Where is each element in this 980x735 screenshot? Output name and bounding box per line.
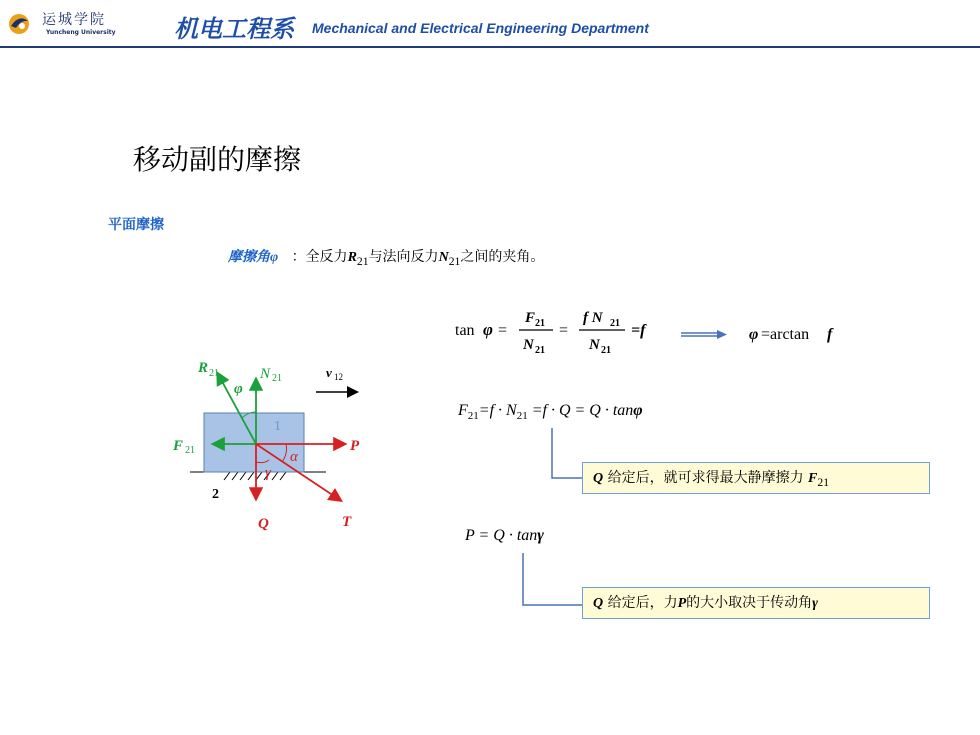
implies-arrow-icon — [717, 330, 727, 339]
department-name-chinese: 机电工程系 — [174, 15, 294, 43]
definition-colon: ： — [291, 249, 306, 265]
eq2-N-sub: 21 — [516, 410, 528, 423]
frac2-numerator-sub: 21 — [610, 318, 620, 329]
definition-N: N — [438, 250, 449, 265]
eq1-equals-2: = — [559, 322, 569, 339]
result-arctan: =arctan — [761, 326, 810, 343]
friction-force-sub: 21 — [185, 445, 195, 456]
slide-title: 移动副的摩擦 — [133, 143, 302, 176]
normal-force-label: N — [260, 366, 271, 382]
block-label: 1 — [274, 419, 281, 434]
friction-angle-definition — [228, 246, 544, 268]
equation-friction-force — [458, 402, 643, 422]
definition-R: R — [347, 250, 357, 265]
section-heading: 平面摩擦 — [108, 217, 164, 233]
normal-force-sub: 21 — [272, 373, 282, 384]
connector-note2 — [523, 553, 583, 605]
connector-lines — [515, 428, 590, 618]
frac1-denominator-sub: 21 — [535, 345, 545, 356]
eq2-F-sub: 21 — [467, 410, 479, 423]
definition-N-sub: 21 — [448, 254, 461, 268]
note2-gamma: γ — [812, 596, 818, 611]
Q-label: Q — [258, 516, 269, 532]
velocity-label: v — [326, 365, 332, 380]
ground-hatch — [224, 472, 286, 480]
note2-Q: Q — [593, 596, 604, 611]
note2-text1: 给定后，力 — [603, 595, 678, 611]
T-label: T — [342, 514, 352, 530]
equation-tan-phi — [455, 302, 855, 362]
result-phi: φ — [749, 326, 759, 343]
velocity-sub: 12 — [334, 372, 343, 382]
eq3-gamma: γ — [537, 527, 544, 544]
eq1-tan: tan — [455, 322, 475, 339]
force-diagram — [168, 350, 378, 540]
definition-R-sub: 21 — [356, 254, 369, 268]
definition-text-mid: 与法向反力 — [368, 249, 439, 265]
university-logo-icon — [6, 12, 32, 36]
reaction-force-sub: 21 — [209, 368, 219, 379]
eq1-equals: = — [498, 322, 508, 339]
frac1-numerator-sub: 21 — [535, 318, 545, 329]
note2-text2: 的大小取决于传动角 — [686, 595, 813, 611]
note2-P: P — [677, 596, 687, 611]
eq2-phi: φ — [633, 402, 643, 419]
eq1-rhs: =f — [631, 322, 646, 339]
definition-text-before: 全反力 — [305, 249, 348, 265]
frac2-denominator-sub: 21 — [601, 345, 611, 356]
frac1-denominator: N — [523, 337, 534, 353]
alpha-label: α — [290, 449, 298, 465]
sliding-block — [204, 413, 304, 472]
note1-text: 给定后，就可求得最大静摩擦力 — [603, 470, 809, 486]
P-label: P — [350, 438, 360, 454]
gamma-label: γ — [265, 465, 271, 481]
note-max-static-friction — [582, 462, 930, 494]
definition-text-after: 之间的夹角。 — [460, 249, 545, 265]
note1-F: F — [808, 471, 818, 486]
frac1-numerator: F — [525, 310, 536, 326]
frac2-denominator: N — [589, 337, 600, 353]
reaction-force-label: R — [198, 360, 209, 376]
logo-chinese-name: 运城学院 — [42, 12, 106, 28]
definition-phi: φ — [270, 250, 279, 265]
eq3-text: P = Q · tan — [465, 527, 538, 544]
definition-term: 摩擦角 — [228, 249, 270, 265]
note1-F-sub: 21 — [817, 475, 830, 489]
eq2-mid1: =f · N — [478, 402, 517, 419]
note-transmission-angle — [582, 587, 930, 619]
frac2-numerator: f N — [583, 310, 603, 326]
friction-force-label: F — [173, 438, 184, 454]
eq2-F: F — [458, 402, 468, 419]
result-f: f — [827, 326, 833, 343]
connector-note1 — [552, 428, 583, 478]
eq1-phi: φ — [483, 320, 493, 339]
logo-english-name: Yuncheng University — [46, 29, 116, 36]
eq2-mid2: =f · Q = Q · tan — [527, 402, 634, 419]
note1-Q: Q — [593, 471, 604, 486]
department-name-english: Mechanical and Electrical Engineering Department — [312, 20, 649, 36]
ground-label: 2 — [212, 487, 219, 502]
header-divider — [0, 46, 980, 48]
phi-label: φ — [234, 381, 243, 397]
